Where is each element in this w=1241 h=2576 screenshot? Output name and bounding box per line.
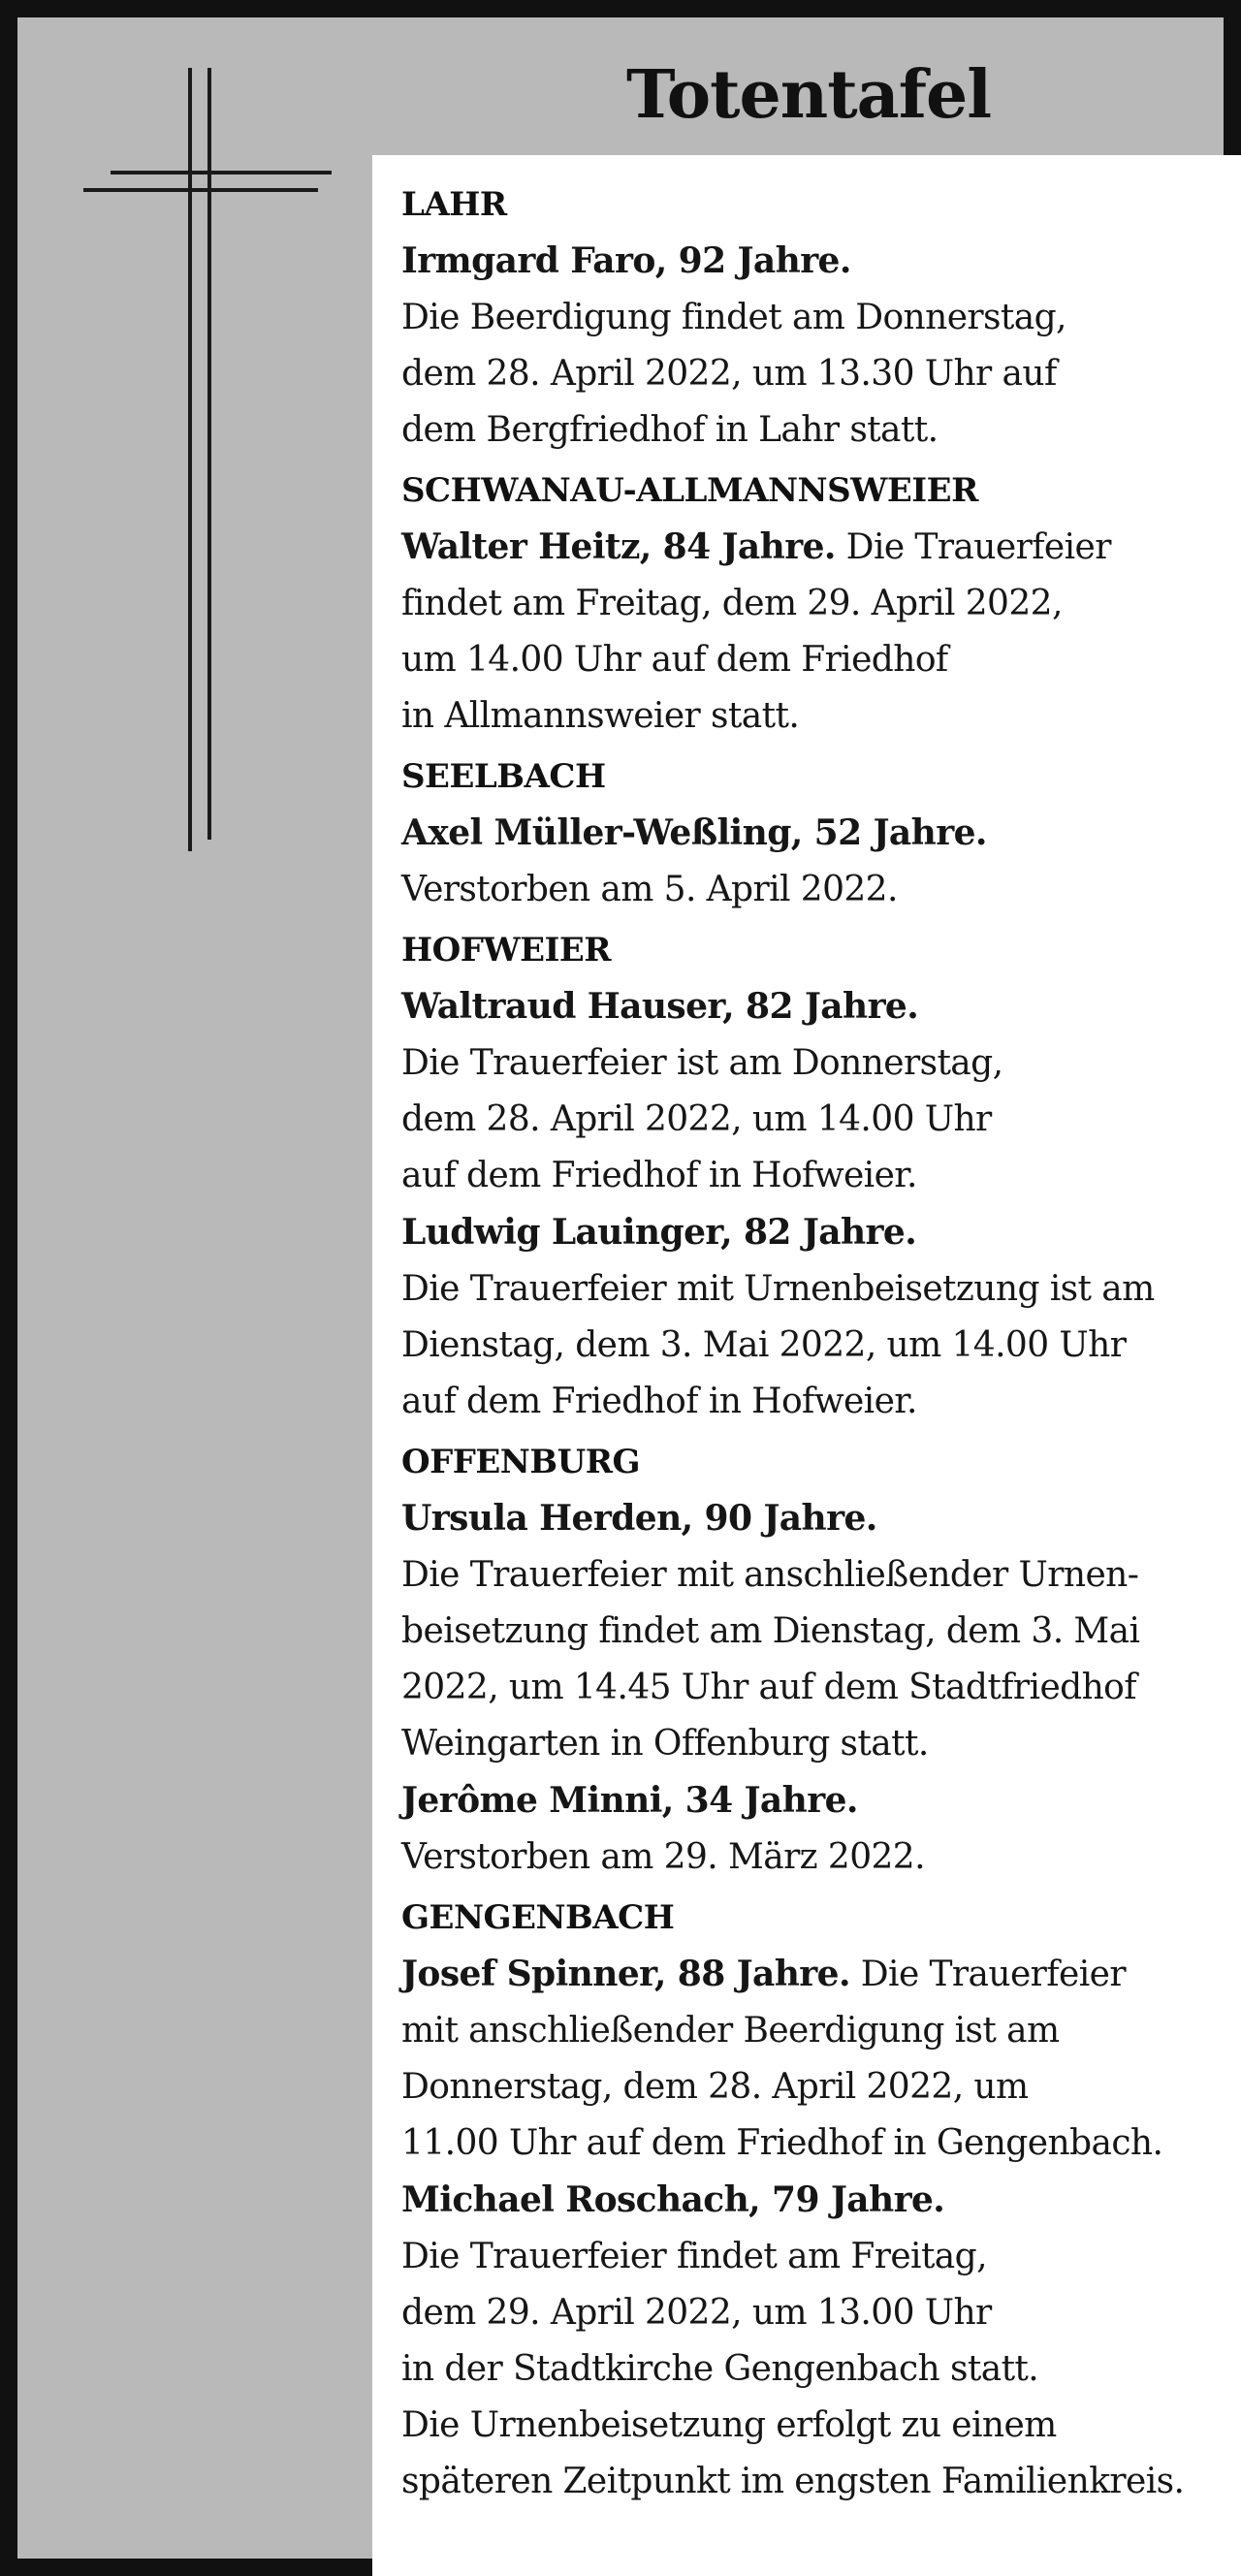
entry-text: findet am Freitag, dem 29. April 2022, bbox=[401, 584, 1063, 623]
deceased-name: Josef Spinner, 88 Jahre. bbox=[401, 1954, 850, 1994]
deceased-name: Axel Müller-Weßling, 52 Jahre. bbox=[401, 812, 987, 853]
place-heading: SEELBACH bbox=[401, 757, 606, 796]
entry-line bbox=[401, 233, 1231, 290]
entry-text: Die Trauerfeier bbox=[835, 527, 1111, 567]
place-heading: HOFWEIER bbox=[401, 931, 612, 970]
entry-line bbox=[401, 1772, 1231, 1829]
entry-line bbox=[401, 2003, 1231, 2059]
entry-text: Die Beerdigung findet am Donnerstag, bbox=[401, 298, 1066, 337]
page-title: Totentafel bbox=[625, 56, 992, 134]
obituary-entry bbox=[401, 519, 1231, 745]
entry-text: in der Stadtkirche Gengenbach statt. bbox=[401, 2349, 1039, 2389]
entry-line bbox=[401, 2115, 1231, 2172]
obituary-entry bbox=[401, 1490, 1231, 1772]
deceased-name: Walter Heitz, 84 Jahre. bbox=[401, 526, 836, 567]
entry-text: auf dem Friedhof in Hofweier. bbox=[401, 1156, 917, 1195]
entry-line bbox=[401, 1148, 1231, 1204]
deceased-name: Ludwig Lauinger, 82 Jahre. bbox=[401, 1212, 917, 1253]
entry-text: späteren Zeitpunkt im engsten Familienkreis. bbox=[401, 2462, 1185, 2501]
obituary-entry bbox=[401, 233, 1231, 459]
entry-line bbox=[401, 1374, 1231, 1430]
place-section bbox=[401, 462, 1231, 745]
entry-text: 11.00 Uhr auf dem Friedhof in Gengenbach. bbox=[401, 2123, 1163, 2163]
entry-text: Die Trauerfeier mit anschließender Urnen- bbox=[401, 1555, 1139, 1595]
entry-text: dem 28. April 2022, um 13.30 Uhr auf bbox=[401, 354, 1057, 394]
entry-line bbox=[401, 2172, 1231, 2229]
entry-line bbox=[401, 2285, 1231, 2341]
place-heading: SCHWANAU-ALLMANNSWEIER bbox=[401, 471, 978, 510]
entry-text: Donnerstag, dem 28. April 2022, um bbox=[401, 2067, 1029, 2107]
obituary-entry bbox=[401, 805, 1231, 918]
entry-text: Die Trauerfeier bbox=[849, 1955, 1126, 1994]
entry-text: in Allmannsweier statt. bbox=[401, 696, 800, 736]
entry-text: mit anschließender Beerdigung ist am bbox=[401, 2011, 1060, 2051]
entry-line bbox=[401, 632, 1231, 688]
place-section bbox=[401, 748, 1231, 918]
entry-line bbox=[401, 2229, 1231, 2285]
entry-line bbox=[401, 1490, 1231, 1547]
entry-line bbox=[401, 290, 1231, 346]
entry-line bbox=[401, 805, 1231, 862]
entry-text: auf dem Friedhof in Hofweier. bbox=[401, 1382, 917, 1421]
entry-line bbox=[401, 688, 1231, 745]
entry-text: Verstorben am 29. März 2022. bbox=[401, 1837, 925, 1877]
obituary-list bbox=[372, 155, 1241, 2576]
entry-line bbox=[401, 576, 1231, 632]
entry-text: 2022, um 14.45 Uhr auf dem Stadtfriedhof bbox=[401, 1668, 1136, 1707]
entry-line bbox=[401, 346, 1231, 402]
entry-line bbox=[401, 1318, 1231, 1374]
entry-line bbox=[401, 1035, 1231, 1092]
place-heading: OFFENBURG bbox=[401, 1443, 641, 1481]
entry-text: Die Trauerfeier mit Urnenbeisetzung ist am bbox=[401, 1269, 1155, 1309]
place-section bbox=[401, 1890, 1231, 2510]
deceased-name: Waltraud Hauser, 82 Jahre. bbox=[401, 986, 919, 1027]
entry-text: dem 29. April 2022, um 13.00 Uhr bbox=[401, 2293, 992, 2333]
obituary-entry bbox=[401, 1946, 1231, 2172]
entry-text: Die Urnenbeisetzung erfolgt zu einem bbox=[401, 2405, 1057, 2445]
entry-text: Die Trauerfeier ist am Donnerstag, bbox=[401, 1043, 1003, 1083]
place-section bbox=[401, 176, 1231, 459]
deceased-name: Jerôme Minni, 34 Jahre. bbox=[401, 1780, 858, 1821]
place-section bbox=[401, 1434, 1231, 1886]
entry-line bbox=[401, 402, 1231, 459]
entry-line bbox=[401, 1092, 1231, 1148]
deceased-name: Irmgard Faro, 92 Jahre. bbox=[401, 240, 851, 281]
cross-icon bbox=[78, 68, 330, 863]
obituary-entry bbox=[401, 978, 1231, 1204]
entry-line bbox=[401, 1660, 1231, 1716]
entry-line bbox=[401, 862, 1231, 918]
entry-line bbox=[401, 1946, 1231, 2003]
entry-line bbox=[401, 2398, 1231, 2454]
deceased-name: Michael Roschach, 79 Jahre. bbox=[401, 2179, 945, 2220]
obituary-entry bbox=[401, 1772, 1231, 1886]
obituary-entry bbox=[401, 2172, 1231, 2510]
entry-text: dem Bergfriedhof in Lahr statt. bbox=[401, 410, 939, 450]
place-heading: GENGENBACH bbox=[401, 1898, 675, 1937]
entry-line bbox=[401, 1204, 1231, 1261]
entry-line bbox=[401, 519, 1231, 576]
deceased-name: Ursula Herden, 90 Jahre. bbox=[401, 1498, 877, 1539]
entry-line bbox=[401, 2341, 1231, 2398]
entry-line bbox=[401, 1716, 1231, 1772]
obituary-entry bbox=[401, 1204, 1231, 1430]
entry-text: dem 28. April 2022, um 14.00 Uhr bbox=[401, 1099, 992, 1139]
entry-line bbox=[401, 1829, 1231, 1886]
entry-line bbox=[401, 2454, 1231, 2510]
entry-line bbox=[401, 1547, 1231, 1604]
entry-line bbox=[401, 1604, 1231, 1660]
entry-text: Verstorben am 5. April 2022. bbox=[401, 870, 898, 909]
entry-text: Weingarten in Offenburg statt. bbox=[401, 1724, 929, 1764]
entry-line bbox=[401, 1261, 1231, 1318]
entry-text: Dienstag, dem 3. Mai 2022, um 14.00 Uhr bbox=[401, 1325, 1127, 1365]
entry-text: um 14.00 Uhr auf dem Friedhof bbox=[401, 640, 948, 680]
entry-text: beisetzung findet am Dienstag, dem 3. Mai bbox=[401, 1611, 1140, 1651]
entry-text: Die Trauerfeier findet am Freitag, bbox=[401, 2237, 987, 2276]
entry-line bbox=[401, 2059, 1231, 2115]
entry-line bbox=[401, 978, 1231, 1035]
place-heading: LAHR bbox=[401, 185, 507, 224]
place-section bbox=[401, 922, 1231, 1430]
